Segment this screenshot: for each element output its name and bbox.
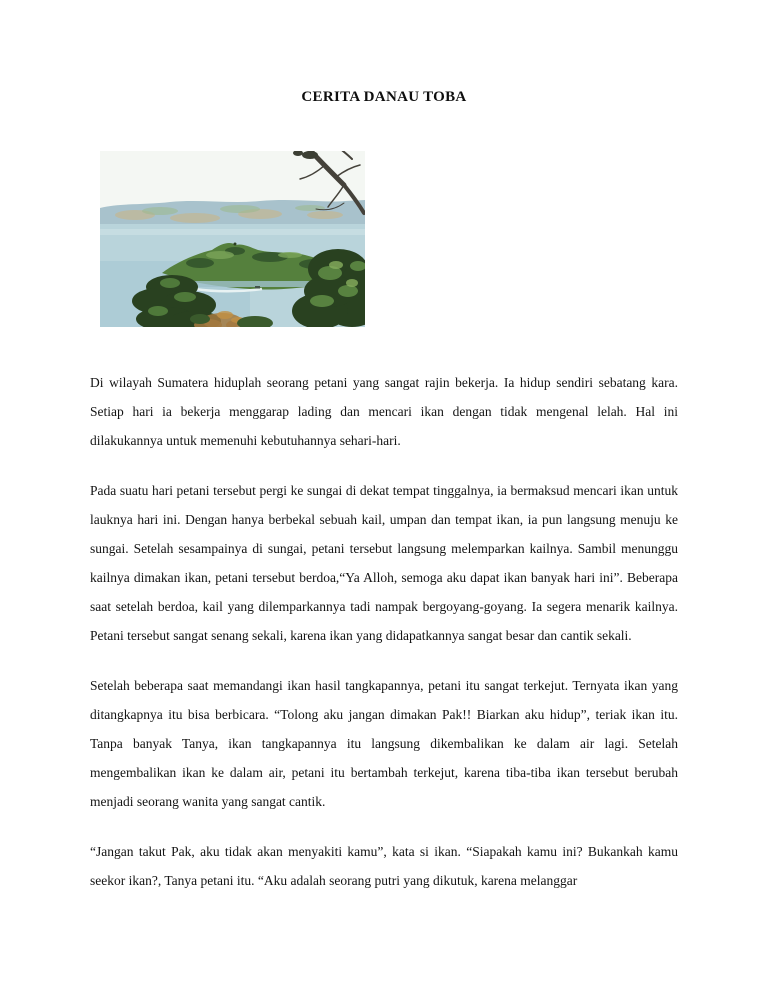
lake-toba-photo [100,151,365,327]
lake-toba-photo-graphic [100,151,365,327]
paragraph-2: Pada suatu hari petani tersebut pergi ke sungai di dekat tempat tinggalnya, ia bermaksud mencari ikan untuk lauknya hari ini. Dengan hanya berbekal sebuah kail, umpan dan tempat ikan, ia pun langsung menuju ke sungai. Setelah sesampainya di sungai, petani tersebut langsung melemparkan kailnya. Sambil menunggu kailnya dimakan ikan, petani tersebut berdoa,“Ya Alloh, semoga aku dapat ikan banyak hari ini”. Beberapa saat setelah berdoa, kail yang dilemparkannya tadi nampak bergoyang-goyang. Ia segera menarik kailnya. Petani tersebut sangat senang sekali, karena ikan yang didapatkannya sangat besar dan cantik sekali. [90,483,678,643]
story-body [90,368,678,895]
document-title: CERITA DANAU TOBA [301,89,467,105]
paragraph-1: Di wilayah Sumatera hiduplah seorang petani yang sangat rajin bekerja. Ia hidup sendiri sebatang kara. Setiap hari ia bekerja menggarap lading dan mencari ikan dengan tidak mengenal lelah. Hal ini dilakukannya untuk memenuhi kebutuhannya sehari-hari. [90,375,678,448]
paragraph-3: Setelah beberapa saat memandangi ikan hasil tangkapannya, petani itu sangat terkejut. Ternyata ikan yang ditangkapnya itu bisa berbicara. “Tolong aku jangan dimakan Pak!! Biarkan aku hidup”, teriak ikan itu. Tanpa banyak Tanya, ikan tangkapannya itu langsung dikembalikan ke dalam air lagi. Setelah mengembalikan ikan ke dalam air, petani itu bertambah terkejut, karena tiba-tiba ikan tersebut berubah menjadi seorang wanita yang sangat cantik. [90,678,678,809]
photo-distant-hills [100,200,365,227]
paragraph-4: “Jangan takut Pak, aku tidak akan menyakiti kamu”, kata si ikan. “Siapakah kamu ini? Bukankah kamu seekor ikan?, Tanya petani itu. “Aku adalah seorang putri yang dikutuk, karena melanggar [90,844,678,888]
